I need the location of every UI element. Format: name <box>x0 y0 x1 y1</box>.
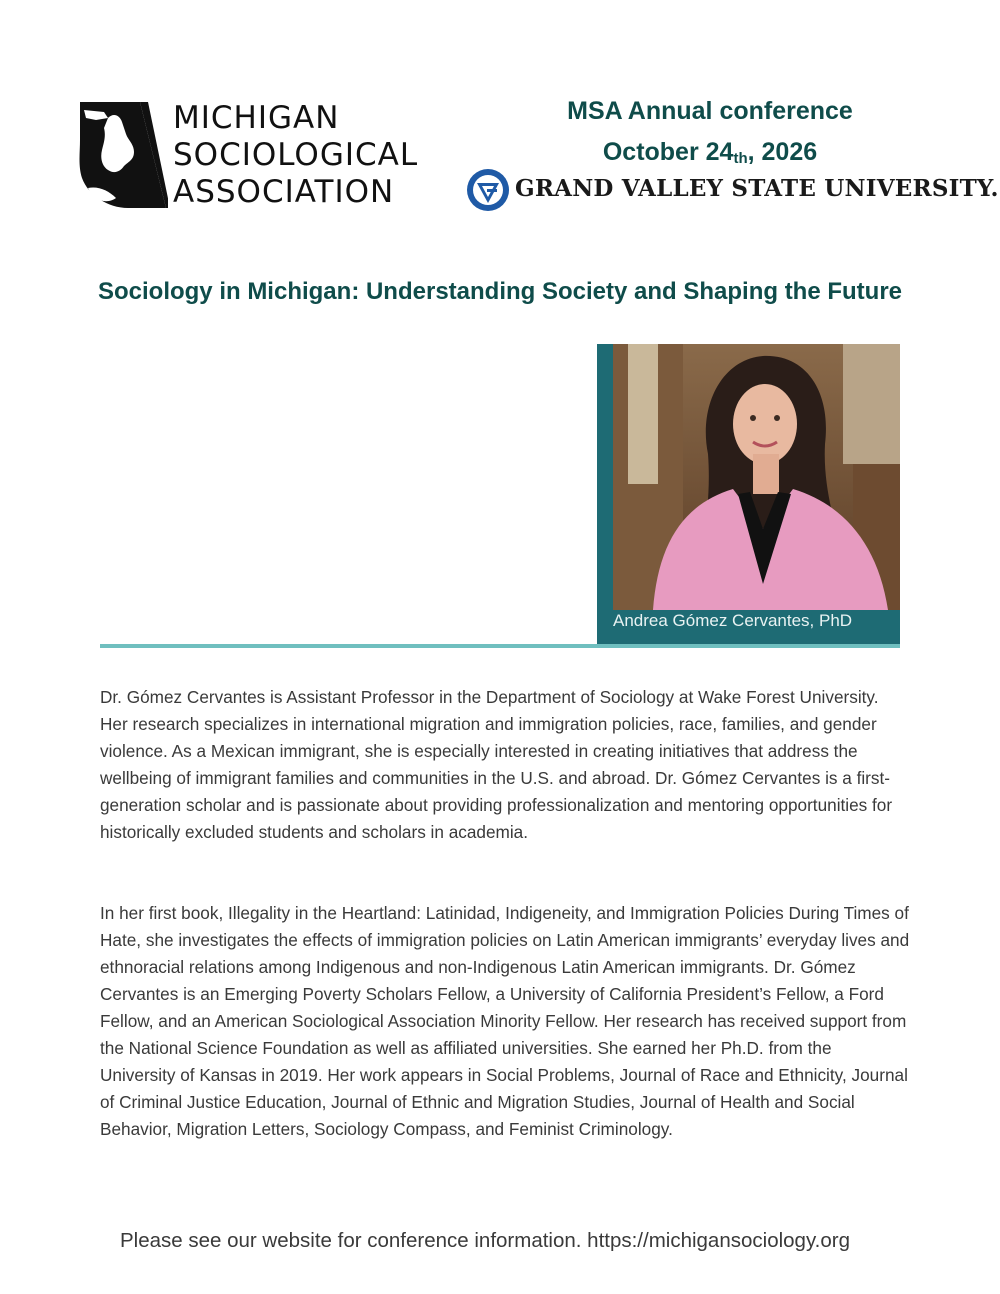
conference-title: MSA Annual conference <box>567 97 853 125</box>
bio-paragraph-1: Dr. Gómez Cervantes is Assistant Professor in the Department of Sociology at Wake Forest University. Her research specializes in international migration and immigration policies, race, families, and gender violence. As a Mexican immigrant, she is especially interested in creating initiatives that address the wellbeing of immigrant families and communities in the U.S. and abroad. Dr. Gómez Cervantes is a first-generation scholar and is passionate about providing professionalization and mentoring opportunities for historically excluded students and scholars in academia. <box>100 687 893 842</box>
bio-paragraph-2: In her first book, Illegality in the Heartland: Latinidad, Indigeneity, and Immigration Policies During Times of Hate, she investigates the effects of immigration policies on Latin American immigrants’ everyday lives and ethnoracial relations among Indigenous and non-Indigenous Latin American immigrants. Dr. Gómez Cervantes is an Emerging Poverty Scholars Fellow, a University of California President’s Fellow, a Ford Fellow, and an American Sociological Association Minority Fellow. Her research has received support from the National Science Foundation as well as affiliated universities. She earned her Ph.D. from the University of Kansas in 2019. Her work appears in Social Problems, Journal of Race and Ethnicity, Journal of Criminal Justice Education, Journal of Ethnic and Migration Studies, Journal of Health and Social Behavior, Migration Letters, Sociology Compass, and Feminist Criminology. <box>100 903 910 1139</box>
gvsu-seal-icon <box>465 167 511 213</box>
date-suffix: th <box>733 150 748 167</box>
venue-name: GRAND VALLEY STATE UNIVERSITY. <box>515 175 999 202</box>
gvsu-logo <box>465 167 999 213</box>
michigan-map-logo-icon <box>78 100 168 210</box>
date-main: October 24 <box>602 138 734 166</box>
logo-line-1: MICHIGAN <box>173 100 340 136</box>
msa-logo <box>78 100 438 212</box>
conference-date <box>520 138 900 167</box>
speaker-photo <box>613 344 900 610</box>
conference-theme: Sociology in Michigan: Understanding Society and Shaping the Future <box>97 278 903 305</box>
footer-note: Please see our website for conference information. https://michigansociology.org <box>119 1229 851 1252</box>
date-year: , 2026 <box>747 138 818 166</box>
logo-line-3: ASSOCIATION <box>173 174 395 210</box>
divider-rule <box>100 644 900 648</box>
logo-line-2: SOCIOLOGICAL <box>173 137 419 173</box>
speaker-caption: Andrea Gómez Cervantes, PhD <box>613 611 853 630</box>
